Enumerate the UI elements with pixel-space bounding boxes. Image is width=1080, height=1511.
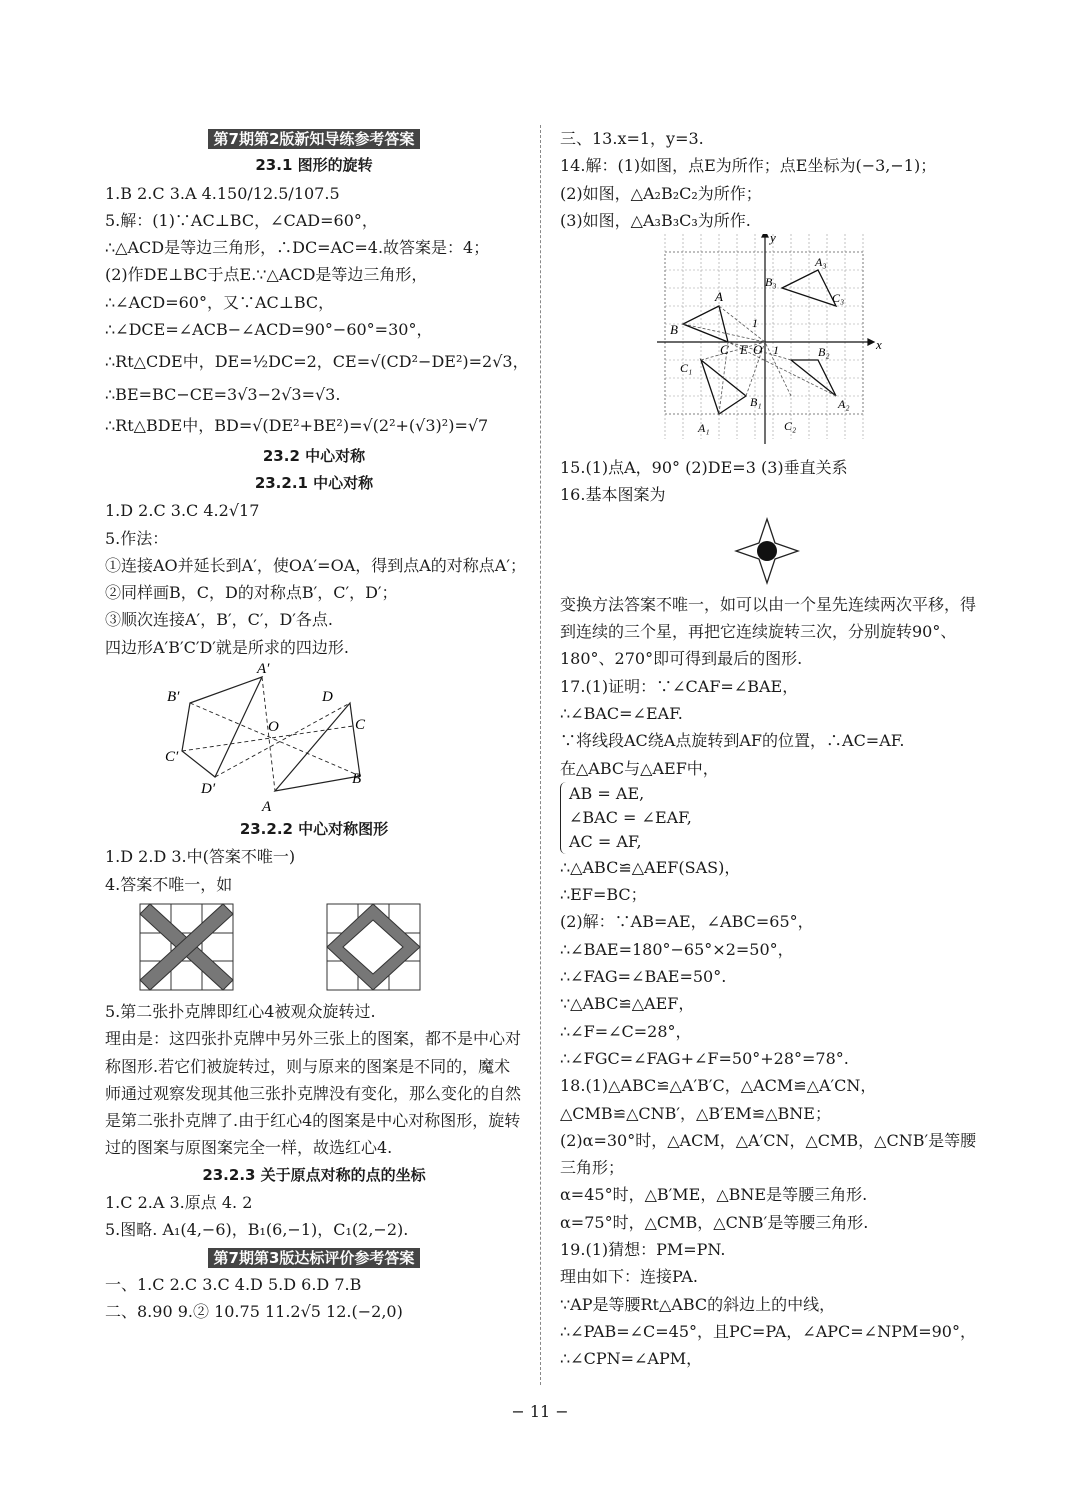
brace-line: AC = AF,: [569, 831, 642, 851]
answer-line: ∴∠FAG=∠BAE=50°.: [560, 967, 727, 987]
brace-line: ∠BAC = ∠EAF,: [569, 807, 692, 827]
answer-line: α=75°时，△CMB，△CNB′是等腰三角形.: [560, 1212, 869, 1232]
answer-line: ∴∠F=∠C=28°，: [560, 1021, 692, 1041]
axis-label: x: [876, 337, 882, 353]
label: B: [352, 771, 362, 788]
label: O: [753, 342, 763, 358]
section-heading: 23.2.2 中心对称图形: [239, 820, 389, 839]
section-heading: 23.2.1 中心对称: [254, 473, 374, 492]
paragraph: 变换方法答案不唯一，如可以由一个星先连续两次平移，得到连续的三个星，再把它连续旋转三次，分别旋转90°、180°、270°即可得到最后的图形.: [560, 594, 977, 669]
star-pattern-figure: [560, 509, 980, 591]
answer-line: 16.基本图案为: [560, 485, 666, 505]
left-column: [105, 125, 529, 1326]
answer-line: ①连接AO并延长到A′，使OA′=OA，得到点A的对称点A′；: [105, 555, 526, 575]
quadrilateral-prime: [182, 677, 262, 777]
answer-line: ∴△ABC≌△AEF(SAS)，: [560, 857, 741, 877]
answer-line: ∴∠BAE=180°−65°×2=50°，: [560, 939, 794, 959]
label: B₁: [750, 395, 762, 410]
answer-line: 18.(1)△ABC≌△A′B′C，△ACM≌△A′CN，: [560, 1076, 877, 1096]
answer-line: 理由如下：连接PA.: [560, 1267, 698, 1287]
answer-line: 5.图略. A₁(4,−6)，B₁(6,−1)，C₁(2,−2).: [105, 1220, 409, 1240]
answer-line: 1.D 2.D 3.中(答案不唯一): [105, 847, 296, 867]
answer-line: ∵△ABC≌△AEF，: [560, 994, 695, 1014]
answer-line: 14.解：(1)如图，点E为所作；点E坐标为(−3,−1)；: [560, 156, 937, 176]
answer-line: ∴∠DCE=∠ACB−∠ACD=90°−60°=30°，: [105, 320, 433, 340]
answer-line: ∴∠FGC=∠FAG+∠F=50°+28°=78°.: [560, 1048, 849, 1068]
label: A: [262, 799, 272, 816]
label: C₃: [832, 291, 845, 306]
label: D: [322, 689, 333, 706]
page-number: − 11 −: [511, 1402, 569, 1421]
label: O: [268, 719, 279, 736]
answer-line: 1.C 2.A 3.原点 4. 2: [105, 1193, 253, 1213]
label: A₃: [815, 255, 827, 270]
label: C: [720, 342, 729, 358]
label: B: [670, 322, 678, 338]
answer-line: 4.答案不唯一，如: [105, 874, 233, 894]
answer-line: (2)α=30°时，△ACM，△A′CN，△CMB，△CNB′是等腰: [560, 1130, 977, 1150]
answer-line: 1.B 2.C 3.A 4.150/12.5/107.5: [105, 183, 340, 203]
section-banner: 第7期第2版新知导练参考答案: [105, 125, 523, 152]
answer-line: (2)如图，△A₂B₂C₂为所作；: [560, 183, 762, 203]
label: C′: [165, 749, 179, 766]
answer-line: ∴BE=BC−CE=3√3−2√3=√3.: [105, 385, 341, 405]
answer-line: 四边形A′B′C′D′就是所求的四边形.: [105, 637, 350, 657]
answer-line: 15.(1)点A，90° (2)DE=3 (3)垂直关系: [560, 458, 848, 478]
star-center-dot: [757, 541, 777, 561]
label: 1: [752, 316, 758, 331]
answer-line: 19.(1)猜想：PM=PN.: [560, 1240, 726, 1260]
brace-line: AB = AE,: [569, 783, 645, 803]
column-divider: [540, 125, 541, 1385]
paragraph: 理由是：这四张扑克牌中另外三张上的图案，都不是中心对称图形.若它们被旋转过，则与原来的图案是不同的，魔术师通过观察发现其他三张扑克牌没有变化，那么变化的自然是第二张扑克牌了.由于红心4的图案是中心对称图形，旋转过的图案与原图案完全一样，故选红心4.: [105, 1029, 522, 1158]
answer-line: ∴∠PAB=∠C=45°，且PC=PA，∠APC=∠NPM=90°，: [560, 1321, 976, 1341]
coordinate-grid-figure: [560, 234, 980, 454]
section-heading: 23.2 中心对称: [262, 446, 366, 465]
central-symmetry-figure: [105, 661, 523, 816]
answer-line: ∴Rt△CDE中，DE=½DC=2，CE=√(CD²−DE²)=2√3，: [105, 352, 529, 372]
label: C₁: [680, 361, 693, 376]
label: 1: [773, 343, 779, 358]
pattern-figures: [105, 898, 523, 998]
section-banner: 第7期第3版达标评价参考答案: [105, 1244, 523, 1271]
answer-line: 5.解：(1)∵AC⊥BC，∠CAD=60°，: [105, 210, 378, 230]
answer-line: △CMB≌△CNB′，△B′EM≌△BNE；: [560, 1103, 831, 1123]
section-heading: 23.1 图形的旋转: [255, 156, 373, 175]
label: A: [715, 289, 723, 305]
answer-line: ∴∠CPN=∠APM，: [560, 1349, 703, 1369]
triangle-a1b1c1: [701, 360, 746, 414]
answer-line: ∴Rt△BDE中，BD=√(DE²+BE²)=√(2²+(√3)²)=√7: [105, 415, 489, 435]
label: E: [740, 342, 748, 358]
answer-line: 在△ABC与△AEF中，: [560, 758, 719, 778]
pattern-diamond: [327, 904, 420, 990]
brace-system: [560, 782, 719, 854]
pattern-x: [140, 904, 233, 990]
answer-line: 17.(1)证明：∵∠CAF=∠BAE，: [560, 676, 799, 696]
answer-line: α=45°时，△B′ME，△BNE是等腰三角形.: [560, 1185, 868, 1205]
label: B′: [167, 689, 180, 706]
answer-line: 三、13.x=1，y=3.: [560, 129, 704, 148]
label: A₂: [838, 397, 850, 412]
answer-line: 1.D 2.C 3.C 4.2√17: [105, 501, 260, 521]
grid-lines: [665, 234, 863, 439]
quadrilateral: [275, 703, 360, 791]
label: A₁: [698, 421, 710, 436]
label: B₂: [818, 345, 830, 360]
answer-line: 5.作法：: [105, 528, 169, 548]
label: A′: [257, 661, 270, 678]
answer-line: (3)如图，△A₃B₃C₃为所作.: [560, 210, 751, 230]
answer-line: ∴EF=BC；: [560, 885, 647, 905]
answer-line: ∵将线段AC绕A点旋转到AF的位置，∴AC=AF.: [560, 731, 905, 751]
label: C: [355, 717, 366, 734]
answer-line: (2)解：∵AB=AE，∠ABC=65°，: [560, 912, 814, 932]
label: D′: [201, 781, 216, 798]
answer-line: 二、8.90 9.② 10.75 11.2√5 12.(−2,0): [105, 1302, 403, 1322]
right-column: [560, 125, 980, 1373]
answer-line: 一、1.C 2.C 3.C 4.D 5.D 6.D 7.B: [105, 1274, 362, 1294]
answer-line: (2)作DE⊥BC于点E.∵△ACD是等边三角形，: [105, 265, 428, 285]
answer-line: 5.第二张扑克牌即红心4被观众旋转过.: [105, 1001, 376, 1021]
answer-line: ③顺次连接A′，B′，C′，D′各点.: [105, 610, 334, 630]
answer-line: ∵AP是等腰Rt△ABC的斜边上的中线，: [560, 1294, 836, 1314]
answer-line: ∴△ACD是等边三角形，∴DC=AC=4.故答案是：4；: [105, 238, 490, 258]
axis-label: y: [770, 234, 776, 246]
answer-line: ∴∠ACD=60°，又∵AC⊥BC，: [105, 292, 335, 312]
section-heading: 23.2.3 关于原点对称的点的坐标: [202, 1165, 426, 1184]
answer-line: ②同样画B，C，D的对称点B′，C′，D′；: [105, 583, 398, 603]
label: B₃: [765, 275, 777, 290]
answer-line: ∴∠BAC=∠EAF.: [560, 703, 683, 723]
answer-line: 三角形；: [560, 1158, 625, 1178]
axes: [657, 234, 874, 444]
label: C₂: [784, 419, 797, 434]
